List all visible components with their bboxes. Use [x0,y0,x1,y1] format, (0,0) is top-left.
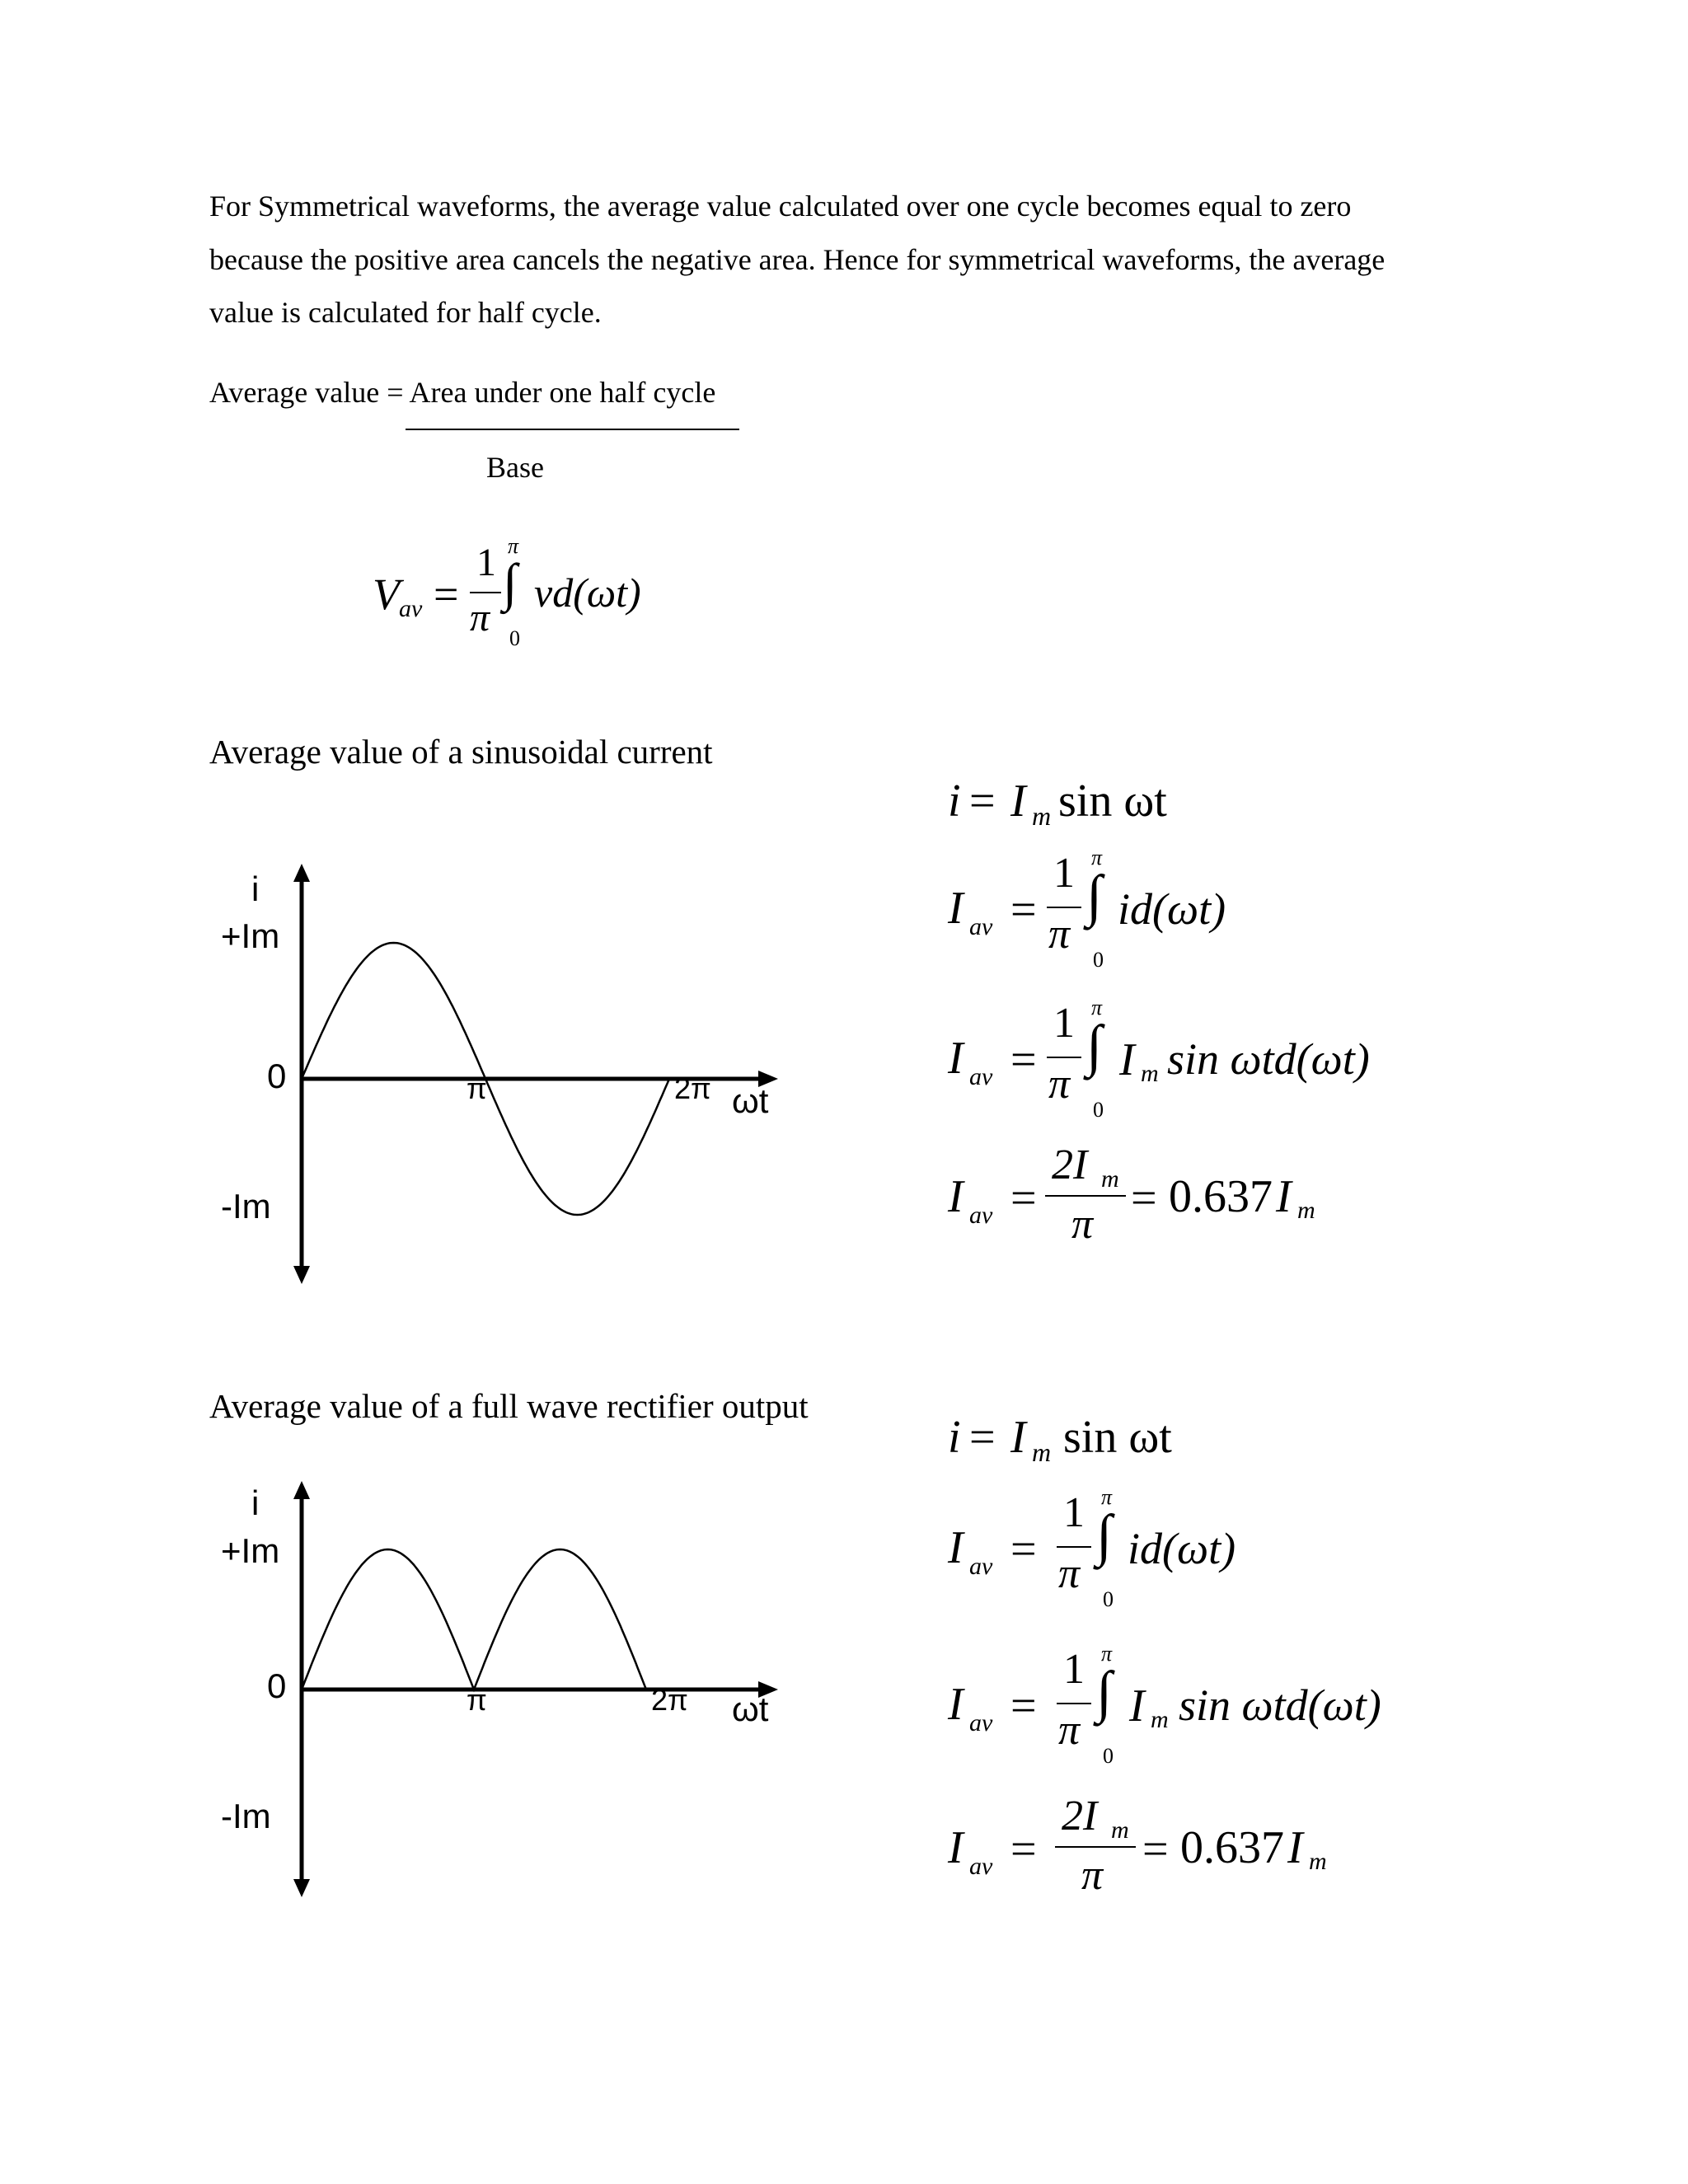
graph1-y-arrow-down [293,1266,310,1284]
s1-eq2-equals: = [1010,884,1037,935]
s1-eq4-num-sub: m [1101,1165,1119,1193]
s2-eq4-equals: = [1010,1824,1037,1875]
average-value-definition: Average value = Area under one half cycle [209,376,716,409]
s1-eq1-m: m [1032,801,1052,831]
s1-eq3-fraction-bar [1047,1057,1081,1058]
s1-eq2-integral: ∫ [1086,865,1103,928]
graph2-two-pi-label: 2π [651,1683,688,1717]
vav-integral-sign: ∫ [503,553,518,612]
s1-eq3-I: I [948,1033,964,1084]
s1-eq3-Im: I [1119,1034,1135,1085]
s2-eq1-equals: = [969,1412,996,1463]
graph2-zero-label: 0 [267,1666,287,1705]
vav-numerator: 1 [476,541,496,584]
s2-eq3-I: I [948,1679,964,1730]
s1-eq2-den: π [1048,911,1071,958]
s1-eq2-fraction-bar [1047,907,1081,908]
s2-eq3-m: m [1151,1706,1169,1733]
s2-eq3-den: π [1058,1707,1081,1754]
s1-eq4-I: I [948,1171,964,1222]
s2-eq2-I: I [948,1522,964,1573]
intro-line-1: For Symmetrical waveforms, the average value calculated over one cycle becomes equal to zero [209,190,1352,223]
s2-eq3-Im: I [1129,1680,1145,1732]
graph1-y-label: i [251,869,260,908]
s2-eq3-integral: ∫ [1096,1661,1113,1724]
s1-eq4-value: 0.637 [1169,1171,1273,1222]
vav-equals: = [434,569,459,619]
section2-heading: Average value of a full wave rectifier output [209,1387,809,1425]
s2-eq3-sub: av [969,1709,993,1736]
vav-subscript: av [399,595,423,622]
s2-eq4-Im: I [1287,1822,1303,1873]
vav-lower-limit: 0 [509,626,520,650]
definition-denominator: Base [486,451,544,484]
s1-eq3-m: m [1141,1060,1159,1087]
s1-eq1-lhs: i [948,776,961,827]
vav-upper-limit: π [508,534,519,558]
s1-eq4-num: 2I [1052,1141,1088,1188]
s1-eq3-equals: = [1010,1034,1037,1085]
s2-eq1-m: m [1032,1437,1052,1467]
s1-eq2-integrand: id(ωt) [1118,884,1226,934]
s2-eq4-equals-2: = [1142,1824,1169,1875]
s1-eq3-lower: 0 [1093,1098,1104,1122]
s2-eq4-den: π [1081,1852,1104,1899]
vav-denominator: π [470,596,490,640]
s1-eq1-equals: = [969,776,996,827]
graph2-y-label: i [251,1483,260,1522]
s2-eq2-num: 1 [1063,1489,1085,1536]
s1-eq3-integrand: sin ωtd(ωt) [1167,1034,1370,1084]
s1-eq3-integral: ∫ [1086,1015,1103,1078]
s1-eq2-sub: av [969,913,993,940]
s2-eq2-den: π [1058,1550,1081,1597]
s2-eq4-fraction-bar [1055,1846,1136,1848]
graph2-y-arrow-down [293,1879,310,1897]
s2-eq1-lhs: i [948,1412,961,1463]
s2-eq1-I: I [1010,1412,1026,1463]
s1-eq3-num: 1 [1053,1000,1075,1047]
s2-eq3-integrand: sin ωtd(ωt) [1179,1680,1381,1730]
s2-eq3-num: 1 [1063,1646,1085,1693]
s1-eq1-rest: sin ωt [1058,776,1167,827]
graph2-max-label: +Im [221,1531,280,1570]
graph2-min-label: -Im [221,1797,271,1835]
s2-eq4-num: 2I [1062,1793,1098,1840]
s2-eq3-lower: 0 [1103,1744,1114,1768]
s1-eq4-equals: = [1010,1173,1037,1224]
graph1-x-label: ωt [732,1081,769,1120]
s1-eq3-upper: π [1091,996,1103,1019]
s2-eq4-sub: av [969,1853,993,1880]
s2-eq4-value: 0.637 [1180,1822,1284,1873]
graph1-max-label: +Im [221,916,280,955]
s2-eq2-lower: 0 [1103,1587,1114,1611]
s1-eq4-m: m [1297,1197,1315,1224]
graph2-pi-label: π [467,1683,487,1717]
s1-eq4-Im: I [1276,1171,1292,1222]
s1-eq2-num: 1 [1053,850,1075,897]
intro-line-3: value is calculated for half cycle. [209,296,602,329]
s2-eq2-equals: = [1010,1524,1037,1575]
s2-eq1-rest: sin ωt [1063,1412,1172,1463]
s1-eq4-fraction-bar [1045,1195,1126,1197]
graph1-pi-label: π [467,1071,487,1105]
section1-heading: Average value of a sinusoidal current [209,733,713,771]
s2-eq4-I: I [948,1822,964,1873]
s2-eq4-num-sub: m [1111,1816,1129,1844]
s1-eq2-upper: π [1091,846,1103,869]
s2-eq3-fraction-bar [1057,1703,1091,1704]
s2-eq2-sub: av [969,1553,993,1580]
s2-eq2-integral: ∫ [1096,1504,1113,1568]
graph1-min-label: -Im [221,1187,271,1226]
s2-eq4-m: m [1309,1848,1327,1875]
s2-eq2-upper: π [1101,1485,1113,1509]
s1-eq4-den: π [1071,1201,1094,1248]
rectifier-graph [293,1481,778,1897]
s2-eq2-fraction-bar [1057,1546,1091,1548]
graph2-y-arrow-up [293,1481,310,1499]
s1-eq2-lower: 0 [1093,948,1104,972]
s1-eq4-sub: av [969,1202,993,1229]
graph2-x-label: ωt [732,1690,769,1728]
s2-eq2-integrand: id(ωt) [1128,1524,1236,1573]
s1-eq1-I: I [1010,776,1026,827]
s2-eq3-upper: π [1101,1642,1113,1666]
s1-eq3-den: π [1048,1061,1071,1108]
s1-eq2-I: I [948,883,964,934]
s1-eq4-equals-2: = [1131,1173,1157,1224]
graph1-y-arrow-up [293,864,310,882]
intro-line-2: because the positive area cancels the negative area. Hence for symmetrical waveforms, the average [209,242,1386,276]
graph2-rectified-curve [302,1549,646,1690]
graph1-zero-label: 0 [267,1057,287,1095]
s2-eq3-equals: = [1010,1680,1037,1732]
vav-integrand: vd(ωt) [534,569,641,616]
graph1-two-pi-label: 2π [674,1071,711,1105]
s1-eq3-sub: av [969,1063,993,1090]
vav-symbol: V [373,569,400,619]
